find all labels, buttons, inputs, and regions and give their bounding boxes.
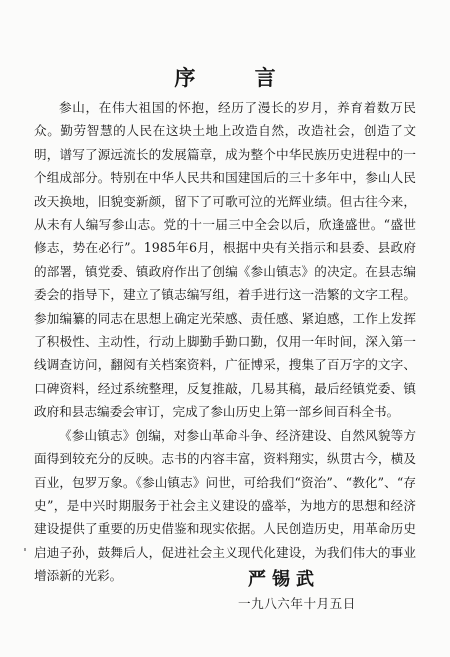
signature-date: 一九八六年十月五日 bbox=[238, 596, 356, 611]
paragraph-2: 《参山镇志》创编，对参山革命斗争、经济建设、自然风貌等方面得到较充分的反映。志书的内容丰富，资料翔实，纵贯古今，横及百业，包罗万象。《参山镇志》问世，可给我们“资治”、“教化”、“存史”，是中兴时期服务于社会主义建设的盛举，为地方的思想和经济建设提供了重要的历史借鉴和现实依据。人民创造历史，用革命历史启迪子孙，鼓舞后人，促进社会主义现代化建设，为我们伟大的事业增添新的光彩。 bbox=[34, 427, 416, 584]
page-title: 序 言 bbox=[174, 65, 302, 90]
paragraph-1: 参山，在伟大祖国的怀抱，经历了漫长的岁月，养育着数万民众。勤劳智慧的人民在这块土地上改造自然，改造社会，创造了文明，谱写了源远流长的发展篇章，成为整个中华民族历史进程中的一个组成部分。特别在中华人民共和国建国后的三十多年中，参山人民改天换地，旧貌变新颜，留下了可歌可泣的光辉业绩。但古往今来，从未有人编写参山志。党的十一届三中全会以后，欣逢盛世。“盛世修志，势在必行”。1985年6月，根据中央有关指示和县委、县政府的部署，镇党委、镇政府作出了创编《参山镇志》的决定。在县志编委会的指导下，建立了镇志编写组，着手进行这一浩繁的文字工程。参加编纂的同志在思想上确定光荣感、责任感、紧迫感，工作上发挥了积极性、主动性，行动上脚勤手勤口勤，仅用一年时间，深入第一线调查访问，翻阅有关档案资料，广征博采，搜集了百万字的文字、口碑资料，经过系统整理，反复推敲，几易其稿，最后经镇党委、镇政府和县志编委会审订，完成了参山历史上第一部乡间百科全书。 bbox=[34, 100, 416, 420]
author-signature: 严锡武 bbox=[248, 569, 320, 590]
scan-speck bbox=[24, 548, 26, 551]
preface-body bbox=[34, 96, 416, 588]
